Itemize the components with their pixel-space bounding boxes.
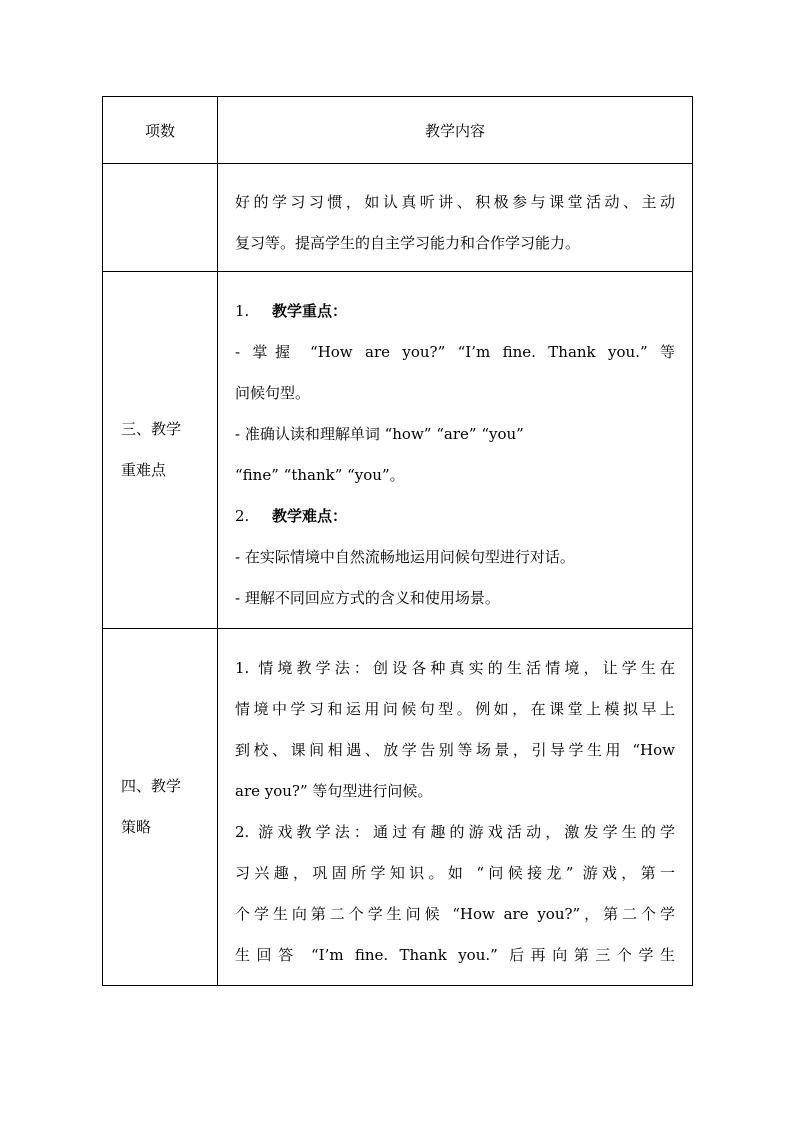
row-label-empty: [103, 164, 218, 272]
content-line: 情境中学习和运用问候句型。例如，在课堂上模拟早上: [235, 700, 675, 718]
content-line: 习兴趣，巩固所学知识。如 “问候接龙” 游戏，第一: [235, 864, 675, 882]
row-content-teaching-strategies: [218, 629, 693, 986]
header-item-count: 项数: [103, 97, 218, 164]
table-row-teaching-strategies: [103, 629, 693, 986]
table-row-habits: [103, 164, 693, 272]
content-line: - 理解不同回应方式的含义和使用场景。: [235, 589, 500, 607]
content-line: “fine” “thank” “you”。: [235, 466, 405, 484]
content-line: 问候句型。: [235, 384, 311, 402]
content-line: 好的学习习惯，如认真听讲、积极参与课堂活动、主动: [235, 192, 675, 211]
row-content-key-difficult-points: [218, 272, 693, 629]
content-line: are you?” 等句型进行问候。: [235, 782, 433, 800]
difficult-points-title: 教学难点：: [272, 507, 348, 525]
content-line: 复习等。提高学生的自主学习能力和合作学习能力。: [235, 233, 581, 252]
label-line: 策略: [121, 818, 152, 836]
label-line: 重难点: [121, 461, 167, 479]
table-header-row: [103, 97, 693, 164]
content-line: 到校、课间相遇、放学告别等场景，引导学生用 “How: [235, 741, 675, 759]
key-points-heading: [235, 291, 675, 332]
lesson-plan-table: [102, 96, 693, 986]
content-line: 2. 游戏教学法：通过有趣的游戏活动，激发学生的学: [235, 823, 675, 841]
label-line: 四、教学: [121, 777, 182, 795]
content-line: - 准确认读和理解单词 “how” “are” “you”: [235, 425, 524, 443]
list-number: 2.: [235, 507, 250, 525]
header-teaching-content: 教学内容: [218, 97, 693, 164]
difficult-points-heading: [235, 496, 675, 537]
content-line: 个学生向第二个学生问候 “How are you?”，第二个学: [235, 905, 675, 923]
key-points-title: 教学重点：: [272, 302, 348, 320]
list-number: 1.: [235, 302, 250, 320]
content-line: 生回答 “I’m fine. Thank you.” 后再向第三个学生: [235, 946, 675, 964]
content-line: - 在实际情境中自然流畅地运用问候句型进行对话。: [235, 548, 575, 566]
content-line: - 掌握 “How are you?” “I’m fine. Thank you.” 等: [235, 343, 675, 361]
table-row-key-difficult-points: [103, 272, 693, 629]
row-label-teaching-strategies: [103, 629, 218, 986]
row-content-habits: [218, 164, 693, 272]
content-line: 1. 情境教学法：创设各种真实的生活情境，让学生在: [235, 659, 675, 677]
row-label-key-difficult-points: [103, 272, 218, 629]
label-line: 三、教学: [121, 420, 182, 438]
